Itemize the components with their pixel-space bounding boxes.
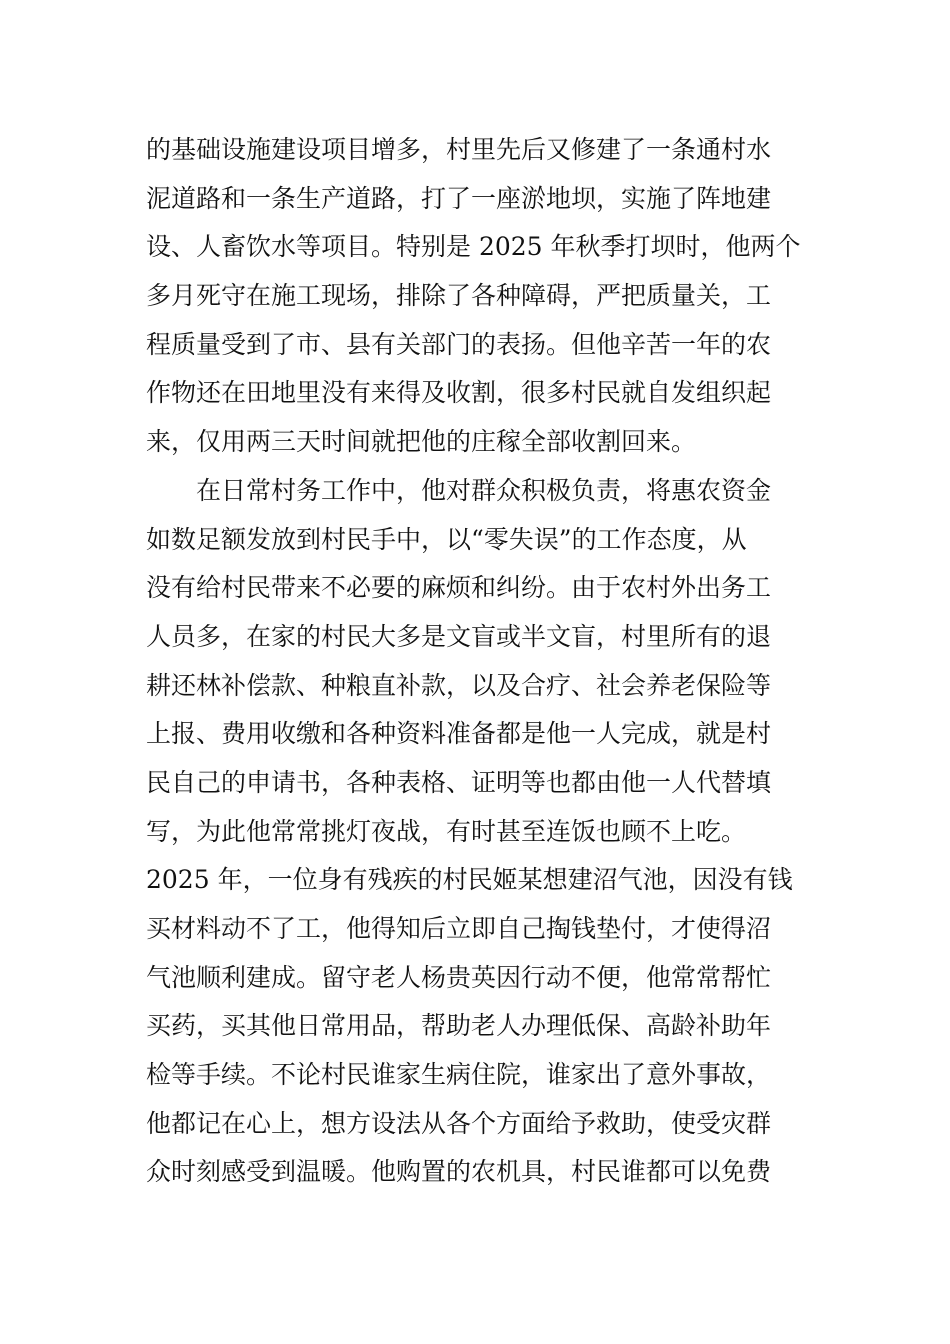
text-line: 泥道路和一条生产道路，打了一座淤地坝，实施了阵地建 <box>146 183 772 213</box>
text-line: 的基础设施建设项目增多，村里先后又修建了一条通村水 <box>146 135 772 164</box>
text-line: 买药，买其他日常用品，帮助老人办理低保、高龄补助年 <box>146 1011 772 1041</box>
text-line: 众时刻感受到温暖。他购置的农机具，村民谁都可以免费 <box>146 1157 772 1187</box>
text-line: 如数足额发放到村民手中，以“零失误”的工作态度，从 <box>146 524 747 554</box>
text-line: 作物还在田地里没有来得及收割，很多村民就自发组织起 <box>146 378 772 408</box>
paragraph-start-line: 在日常村务工作中，他对群众积极负责，将惠农资金 <box>196 475 772 505</box>
text-line: 多月死守在施工现场，排除了各种障碍，严把质量关，工 <box>146 281 772 311</box>
text-line: 上报、费用收缴和各种资料准备都是他一人完成，就是村 <box>146 719 772 749</box>
text-line: 他都记在心上，想方设法从各个方面给予救助，使受灾群 <box>146 1108 772 1138</box>
body-text <box>146 126 836 1197</box>
text-line: 设、人畜饮水等项目。特别是 2025 年秋季打坝时，他两个 <box>146 232 801 262</box>
text-line: 程质量受到了市、县有关部门的表扬。但他辛苦一年的农 <box>146 329 772 359</box>
text-line: 没有给村民带来不必要的麻烦和纠纷。由于农村外出务工 <box>146 573 772 603</box>
text-line: 检等手续。不论村民谁家生病住院，谁家出了意外事故， <box>146 1060 772 1090</box>
text-line: 耕还林补偿款、种粮直补款，以及合疗、社会养老保险等 <box>146 670 772 700</box>
text-line: 买材料动不了工，他得知后立即自己掏钱垫付，才使得沼 <box>146 914 772 943</box>
text-line: 人员多，在家的村民大多是文盲或半文盲，村里所有的退 <box>146 621 772 651</box>
text-line: 来，仅用两三天时间就把他的庄稼全部收割回来。 <box>146 427 697 457</box>
text-line: 2025 年，一位身有残疾的村民姬某想建沼气池，因没有钱 <box>146 865 793 895</box>
text-line: 气池顺利建成。留守老人杨贵英因行动不便，他常常帮忙 <box>146 962 772 992</box>
text-line: 写，为此他常常挑灯夜战，有时甚至连饭也顾不上吃。 <box>146 816 747 846</box>
text-line: 民自己的申请书，各种表格、证明等也都由他一人代替填 <box>146 767 772 797</box>
